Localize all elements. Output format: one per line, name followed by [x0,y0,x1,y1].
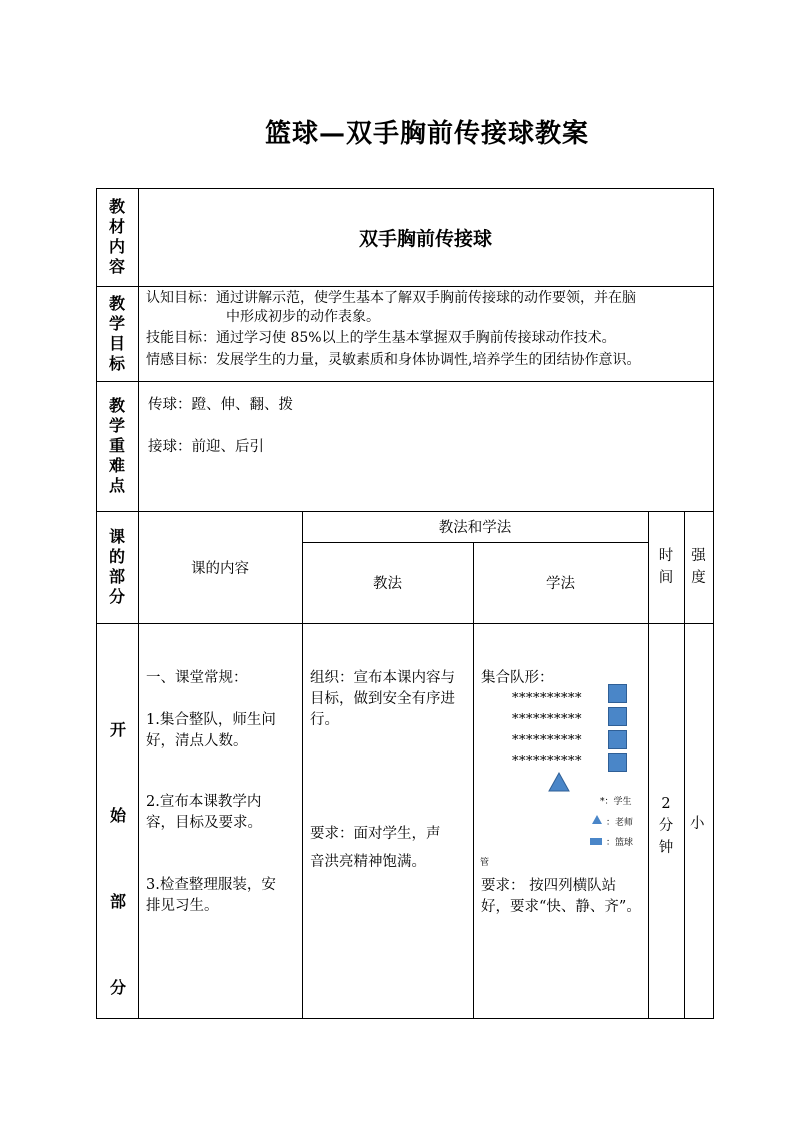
teach-organize-3: 行。 [310,712,339,728]
stray-mark: 管 [480,858,490,868]
intensity-value: 小 [690,816,705,832]
learn-require-1: 要求： 按四列横队站 [481,878,617,894]
goal-cognitive-cont: 中形成初步的动作表象。 [226,309,380,325]
ball-icon [608,684,627,703]
teach-header: 教法 [373,576,402,592]
student-row-1: ********** [512,691,582,706]
start-label-4: 分 [110,978,127,997]
keypoint-pass: 传球：蹬、伸、翻、拨 [148,397,293,413]
goal-emotion: 情感目标：发展学生的力量，灵敏素质和身体协调性,培养学生的团结协作意识。 [146,352,641,368]
content-item-3: 3.检查整理服装，安 [146,877,276,893]
time-value: 2 分 钟 [658,796,674,856]
legend-teacher-icon [592,815,602,824]
start-label-2: 始 [110,806,127,825]
content-header: 课的内容 [191,560,249,577]
student-row-2: ********** [512,712,582,727]
teacher-triangle-icon [548,772,570,792]
content-item-heading: 一、课堂常规： [146,670,248,686]
teach-require-1: 要求：面对学生，声 [310,826,441,842]
learn-require-2: 好，要求“快、静、齐”。 [481,899,641,915]
learn-header: 学法 [546,576,575,592]
teach-require-2: 音洪亮精神饱满。 [310,854,426,870]
content-item-1-cont: 好，清点人数。 [146,733,248,749]
goal-skill: 技能目标：通过学习使 85%以上的学生基本掌握双手胸前传接球动作技术。 [146,330,616,346]
teach-organize-2: 目标，做到安全有序进 [310,691,455,707]
goals-label: 教 学 目 标 [108,293,125,373]
legend-ball: ：篮球 [606,838,634,848]
start-label-3: 部 [110,892,127,911]
part-label: 课 的 部 分 [108,527,125,606]
content-item-3-cont: 排见习生。 [146,898,219,914]
keypoint-catch: 接球：前迎、后引 [148,439,264,455]
page-title: 篮球—双手胸前传接球教案 [264,119,589,149]
teach-organize-1: 组织：宣布本课内容与 [310,670,455,686]
ball-icon [608,707,627,726]
formation-title: 集合队形： [481,670,554,686]
content-item-2-cont: 容，目标及要求。 [146,815,262,831]
goal-cognitive: 认知目标：通过讲解示范，使学生基本了解双手胸前传接球的动作要领，并在脑 [146,290,636,306]
legend-teacher: ：老师 [606,818,634,828]
content-item-1: 1.集合整队，师生问 [146,712,276,728]
material-content: 双手胸前传接球 [358,227,492,250]
intensity-header: 强 度 [691,548,706,586]
student-row-4: ********** [512,754,582,769]
material-label: 教 材 内 容 [108,197,125,276]
method-group-header: 教法和学法 [438,520,512,536]
ball-icon [608,753,627,772]
content-item-2: 2.宣布本课教学内 [146,794,262,810]
start-label-1: 开 [110,720,127,739]
student-row-3: ********** [512,733,582,748]
time-header: 时 间 [658,548,674,586]
legend-ball-icon [590,838,602,845]
keypoints-label: 教 学 重 难 点 [108,396,125,495]
ball-icon [608,730,627,749]
legend-student: *：学生 [600,797,632,807]
